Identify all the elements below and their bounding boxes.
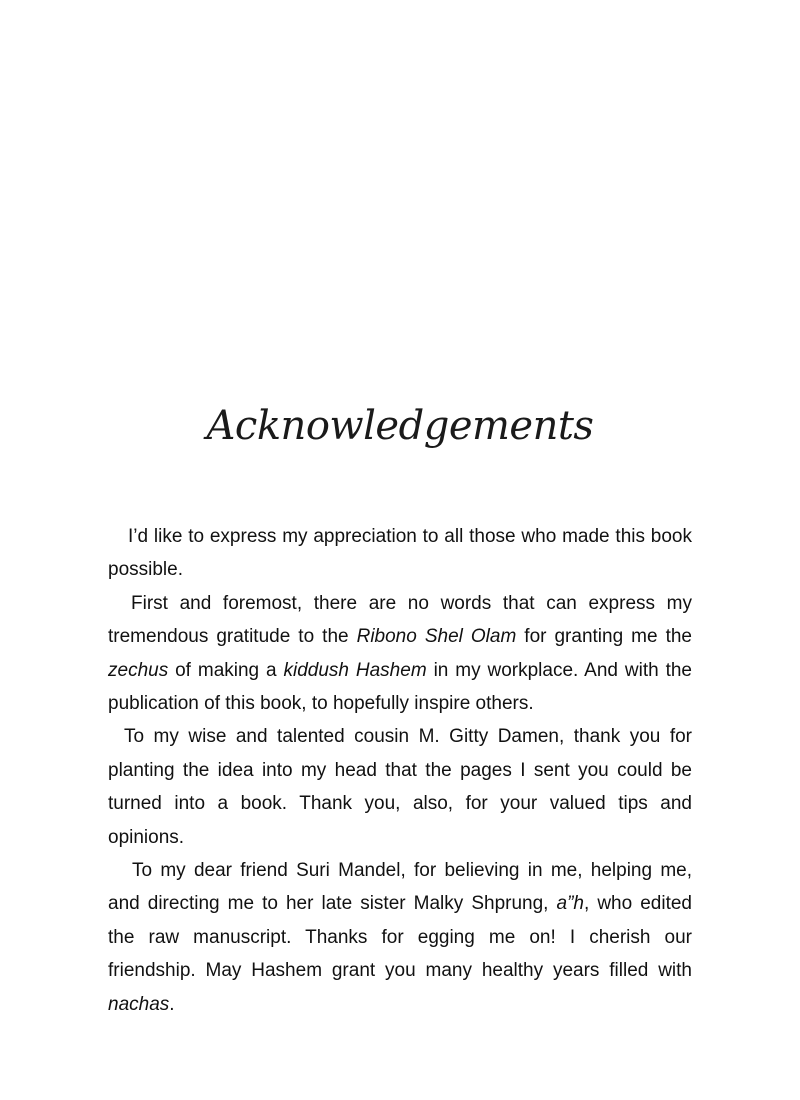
acknowledgements-body bbox=[108, 520, 692, 1021]
text-run: I’d like to express my appreciation to all those who made this book possible. bbox=[108, 526, 692, 581]
paragraph bbox=[108, 720, 692, 854]
italic-term: a”h bbox=[556, 893, 584, 915]
italic-term: zechus bbox=[108, 659, 169, 681]
text-run: To my wise and talented cousin M. Gitty Damen, thank you for planting the idea into my head that the pages I sent you could be turned into a book. Thank you, also, for your valued tips and opinions. bbox=[108, 726, 692, 848]
text-run: To my dear friend Suri Mandel, for believing in me, helping me, and directing me to her late sister Malky Shprung, bbox=[108, 860, 692, 915]
text-run: for granting me the bbox=[516, 626, 692, 648]
italic-term: kiddush Hashem bbox=[283, 659, 427, 681]
text-run: . bbox=[169, 993, 175, 1015]
text-run: First and foremost, there are no words that can express my tremendous gratitude to the bbox=[108, 592, 692, 648]
text-run: , who edited the raw manuscript. Thanks for egging me on! I cherish our friendship. May Hashem grant you many healthy years filled with bbox=[108, 893, 693, 982]
text-run: of making a bbox=[168, 659, 284, 681]
page-title: Acknowledgements bbox=[206, 403, 594, 449]
italic-term: Ribono Shel Olam bbox=[356, 626, 517, 648]
paragraph bbox=[108, 854, 692, 1021]
italic-term: nachas bbox=[108, 993, 170, 1015]
paragraph bbox=[108, 587, 692, 721]
paragraph bbox=[108, 520, 692, 587]
text-run: in my workplace. And with the publication of this book, to hopefully inspire others. bbox=[108, 659, 692, 715]
